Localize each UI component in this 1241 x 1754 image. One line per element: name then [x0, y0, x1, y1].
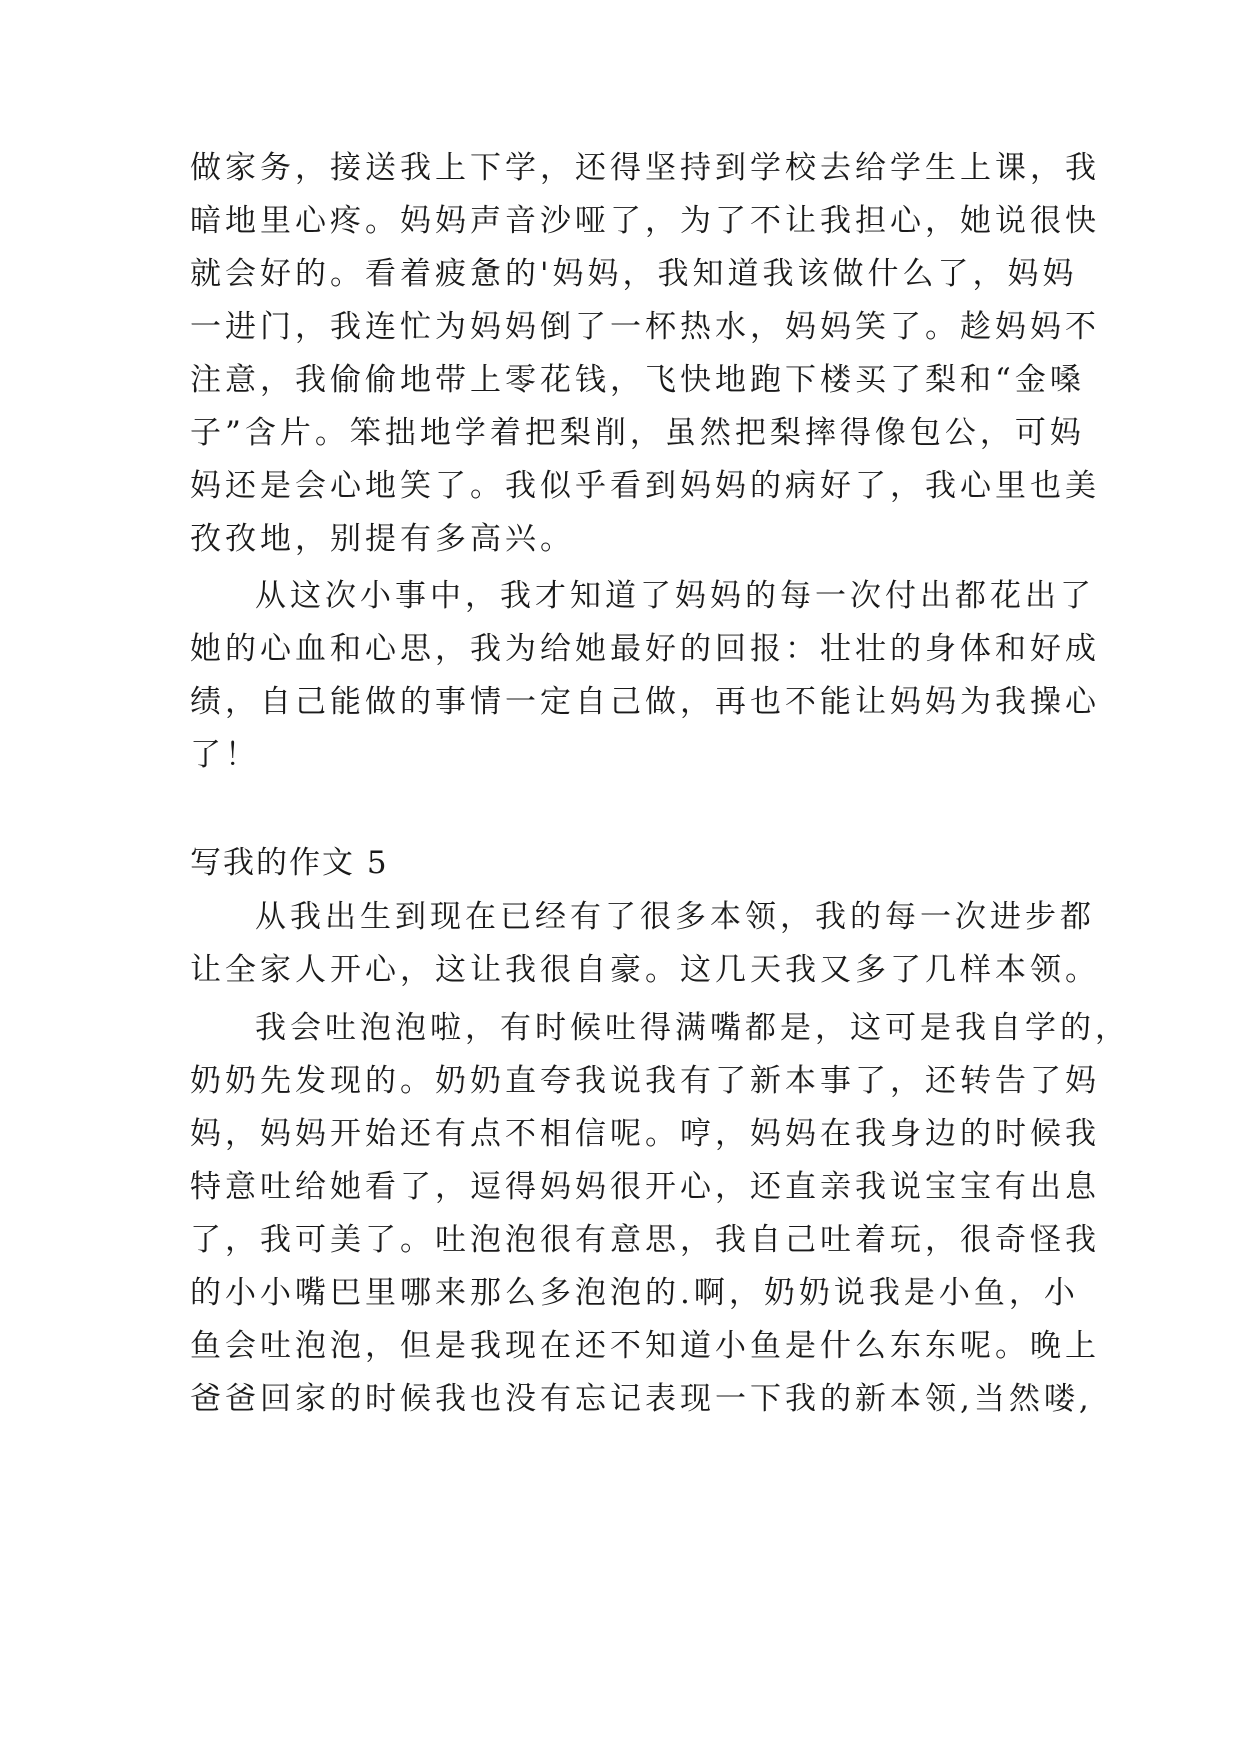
text-line: 爸爸回家的时候我也没有忘记表现一下我的新本领,当然喽,: [190, 1381, 1093, 1417]
text-line: 做家务，接送我上下学，还得坚持到学校去给学生上课，我: [190, 150, 1100, 186]
text-line: 从这次小事中，我才知道了妈妈的每一次付出都花出了: [255, 578, 1095, 614]
text-line: 妈，妈妈开始还有点不相信呢。哼，妈妈在我身边的时候我: [190, 1116, 1100, 1152]
text-line: 的小小嘴巴里哪来那么多泡泡的.啊，奶奶说我是小鱼，小: [190, 1275, 1079, 1311]
text-line: 妈还是会心地笑了。我似乎看到妈妈的病好了，我心里也美: [190, 468, 1100, 504]
text-line: 一进门，我连忙为妈妈倒了一杯热水，妈妈笑了。趁妈妈不: [190, 309, 1100, 345]
text-line: 她的心血和心思，我为给她最好的回报：壮壮的身体和好成: [190, 631, 1100, 667]
text-line: 暗地里心疼。妈妈声音沙哑了，为了不让我担心，她说很快: [190, 203, 1100, 239]
text-line: 绩，自己能做的事情一定自己做，再也不能让妈妈为我操心: [190, 684, 1100, 720]
text-line: 了！: [190, 737, 260, 773]
text-line: 让全家人开心，这让我很自豪。这几天我又多了几样本领。: [190, 952, 1100, 988]
section-title: 写我的作文 5: [190, 845, 389, 881]
text-line: 特意吐给她看了，逗得妈妈很开心，还直亲我说宝宝有出息: [190, 1169, 1100, 1205]
text-line: 就会好的。看着疲惫的'妈妈，我知道我该做什么了，妈妈: [190, 256, 1078, 292]
text-line: 我会吐泡泡啦，有时候吐得满嘴都是，这可是我自学的，: [255, 1010, 1130, 1046]
text-line: 从我出生到现在已经有了很多本领，我的每一次进步都: [255, 899, 1095, 935]
text-line: 鱼会吐泡泡，但是我现在还不知道小鱼是什么东东呢。晚上: [190, 1328, 1100, 1364]
text-line: 孜孜地，别提有多高兴。: [190, 521, 575, 557]
text-line: 注意，我偷偷地带上零花钱，飞快地跑下楼买了梨和“金嗓: [190, 362, 1085, 398]
text-line: 了，我可美了。吐泡泡很有意思，我自己吐着玩，很奇怪我: [190, 1222, 1100, 1258]
text-line: 奶奶先发现的。奶奶直夸我说我有了新本事了，还转告了妈: [190, 1063, 1100, 1099]
text-line: 子”含片。笨拙地学着把梨削，虽然把梨摔得像包公，可妈: [190, 415, 1085, 451]
